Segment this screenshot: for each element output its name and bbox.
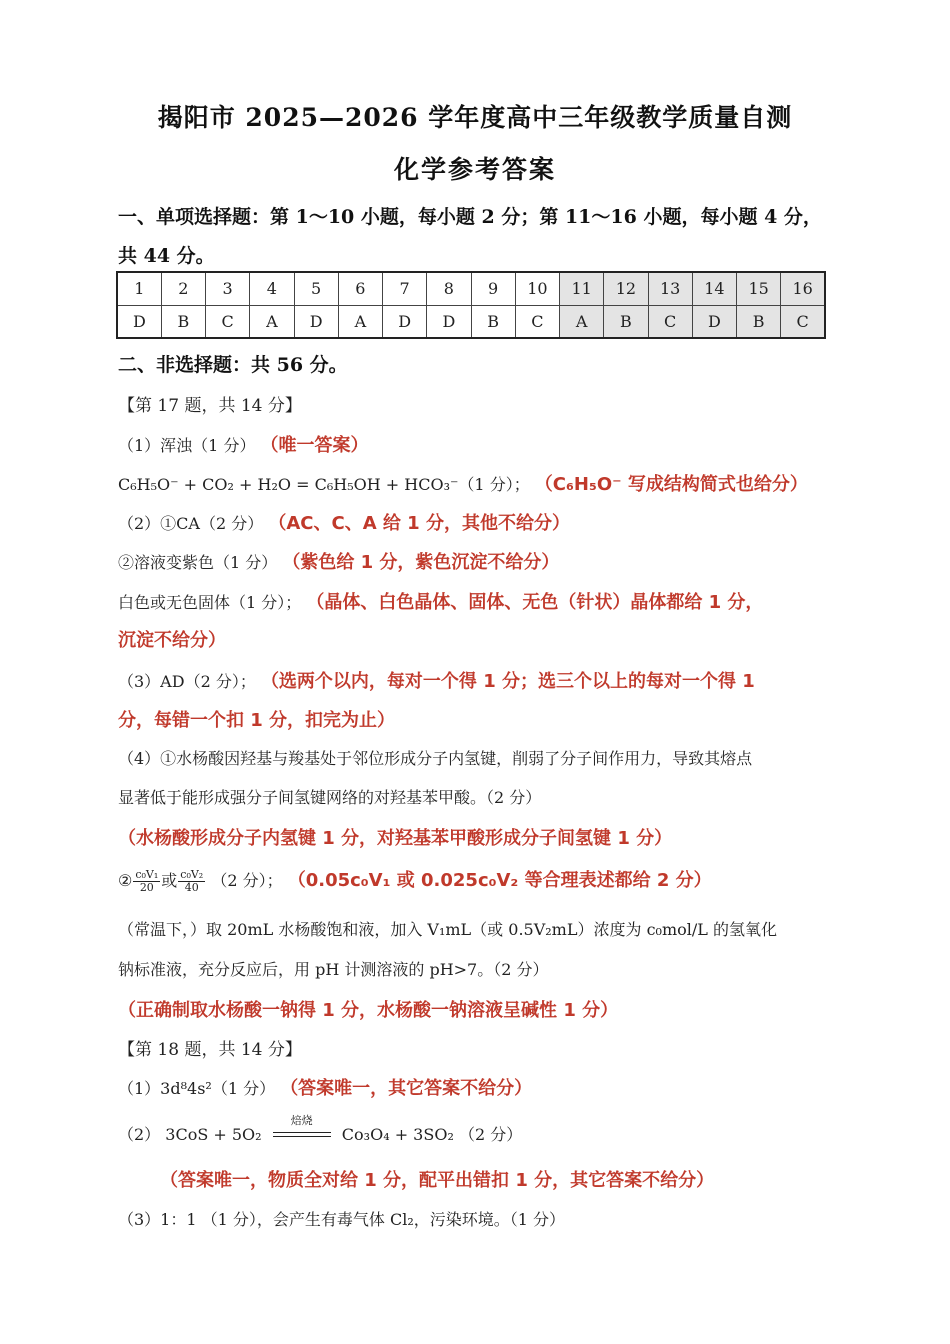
answer-cell: D	[117, 305, 161, 338]
answer-table	[116, 271, 826, 339]
grading-note: （0.05c₀V₁ 或 0.025c₀V₂ 等合理表述都给 2 分）	[287, 870, 712, 891]
grading-note: （水杨酸形成分子内氢键 1 分，对羟基苯甲酸形成分子间氢键 1 分）	[118, 828, 673, 849]
answer-cell: B	[737, 305, 781, 338]
grading-note: （选两个以内，每对一个得 1 分；选三个以上的每对一个得 1	[260, 671, 755, 692]
grading-note: （答案唯一，其它答案不给分）	[280, 1078, 533, 1099]
score-text: （2 分）；	[211, 871, 283, 890]
section1-heading-line1: 一、单项选择题：第 1～10 小题，每小题 2 分；第 11～16 小题，每小题 4 分，	[118, 206, 822, 228]
question-number: 12	[604, 272, 648, 305]
answer-cell: A	[338, 305, 382, 338]
q17-part4-line1: （4）①水杨酸因羟基与羧基处于邻位形成分子内氢键，削弱了分子间作用力，导致其熔点	[118, 749, 753, 768]
fraction-numerator: c₀V₂	[180, 868, 204, 881]
fraction-denominator: 20	[139, 881, 154, 894]
grading-note: 分，每错一个扣 1 分，扣完为止）	[118, 710, 396, 731]
question-number: 13	[648, 272, 692, 305]
question-number: 9	[471, 272, 515, 305]
question-number: 1	[117, 272, 161, 305]
q18-part2-note	[160, 1166, 714, 1192]
circled-number: ②	[118, 871, 133, 890]
grading-note: （晶体、白色晶体、固体、无色（针状）晶体都给 1 分，	[306, 592, 764, 613]
question-number: 14	[692, 272, 736, 305]
q17-part3-cont	[118, 706, 395, 732]
answer-text: （3）AD（2 分）；	[118, 672, 256, 691]
q18-part2-equation	[118, 1113, 523, 1145]
section2-heading: 二、非选择题：共 56 分。	[118, 354, 348, 376]
answer-cell: D	[383, 305, 427, 338]
question-number: 16	[781, 272, 825, 305]
reaction-condition: 焙烧	[290, 1113, 313, 1127]
question-number: 11	[560, 272, 604, 305]
grading-note: （正确制取水杨酸一钠得 1 分，水杨酸一钠溶液呈碱性 1 分）	[118, 1000, 619, 1021]
q17-part3	[118, 667, 755, 693]
answer-cell: B	[471, 305, 515, 338]
answer-table-answer-row	[117, 305, 825, 338]
q17-part4-note	[118, 824, 672, 850]
q17-part4c-line1: （常温下，）取 20mL 水杨酸饱和液，加入 V₁mL（或 0.5V₂mL）浓度为 c₀mol/L 的氢氧化	[118, 920, 777, 939]
q17-part4-line2: 显著低于能形成强分子间氢键网络的对羟基苯甲酸。（2 分）	[118, 788, 542, 807]
answer-cell: D	[294, 305, 338, 338]
grading-note: （C₆H₅O⁻ 写成结构简式也给分）	[534, 474, 808, 495]
q17-part4c-line2: 钠标准液，充分反应后，用 pH 计测溶液的 pH>7。（2 分）	[118, 960, 549, 979]
grading-note: （紫色给 1 分，紫色沉淀不给分）	[282, 552, 560, 573]
q17-part4c-note	[118, 996, 618, 1022]
q17-part4b	[118, 866, 712, 894]
question-number: 7	[383, 272, 427, 305]
grading-note: （答案唯一，物质全对给 1 分，配平出错扣 1 分，其它答案不给分）	[160, 1170, 715, 1191]
answer-cell: D	[427, 305, 471, 338]
question-number: 8	[427, 272, 471, 305]
q18-part1	[118, 1074, 532, 1100]
answer-text: C₆H₅O⁻ + CO₂ + H₂O = C₆H₅OH + HCO₃⁻（1 分）；	[118, 475, 530, 494]
grading-note: （AC、C、A 给 1 分，其他不给分）	[268, 513, 570, 534]
q17-header: 【第 17 题，共 14 分】	[118, 396, 302, 416]
score-text: （2 分）	[458, 1125, 523, 1144]
products: Co₃O₄ + 3SO₂	[341, 1125, 454, 1144]
or-text: 或	[161, 871, 178, 890]
answer-cell: B	[161, 305, 205, 338]
answer-cell: C	[648, 305, 692, 338]
question-number: 3	[206, 272, 250, 305]
page-subtitle: 化学参考答案	[393, 155, 556, 184]
question-number: 6	[338, 272, 382, 305]
q17-part2a	[118, 509, 570, 535]
q18-part3: （3）1：1 （1 分），会产生有毒气体 Cl₂，污染环境。（1 分）	[118, 1210, 566, 1229]
part-label: （2）	[118, 1125, 161, 1144]
fraction-denominator: 40	[184, 881, 199, 894]
reaction-equals-sign	[273, 1113, 331, 1140]
question-number: 4	[250, 272, 294, 305]
answer-cell: C	[781, 305, 825, 338]
fraction-numerator: c₀V₁	[135, 868, 159, 881]
answer-cell: A	[250, 305, 294, 338]
fraction-2	[178, 869, 205, 894]
q17-part1	[118, 431, 369, 457]
answer-cell: B	[604, 305, 648, 338]
question-number: 5	[294, 272, 338, 305]
fraction-1	[133, 869, 160, 894]
answer-cell: C	[206, 305, 250, 338]
answer-table-number-row	[117, 272, 825, 305]
answer-cell: A	[560, 305, 604, 338]
q17-equation	[118, 470, 808, 496]
question-number: 10	[515, 272, 559, 305]
question-number: 15	[737, 272, 781, 305]
q17-part2b	[118, 548, 559, 574]
answer-cell: D	[692, 305, 736, 338]
answer-text: （2）①CA（2 分）	[118, 514, 264, 533]
grading-note: （唯一答案）	[260, 435, 369, 456]
answer-cell: C	[515, 305, 559, 338]
q18-header: 【第 18 题，共 14 分】	[118, 1040, 302, 1060]
answer-text: 白色或无色固体（1 分）；	[118, 593, 302, 612]
answer-text: （1）浑浊（1 分）	[118, 436, 256, 455]
answer-text: ②溶液变紫色（1 分）	[118, 553, 278, 572]
section1-heading-line2: 共 44 分。	[118, 245, 215, 267]
grading-note: 沉淀不给分）	[118, 630, 226, 651]
page-title: 揭阳市 2025—2026 学年度高中三年级教学质量自测	[157, 103, 793, 132]
question-number: 2	[161, 272, 205, 305]
q17-part2c-cont	[118, 626, 226, 652]
reactants: 3CoS + 5O₂	[165, 1125, 262, 1144]
q17-part2c	[118, 588, 763, 614]
answer-text: （1）3d⁸4s²（1 分）	[118, 1079, 276, 1098]
